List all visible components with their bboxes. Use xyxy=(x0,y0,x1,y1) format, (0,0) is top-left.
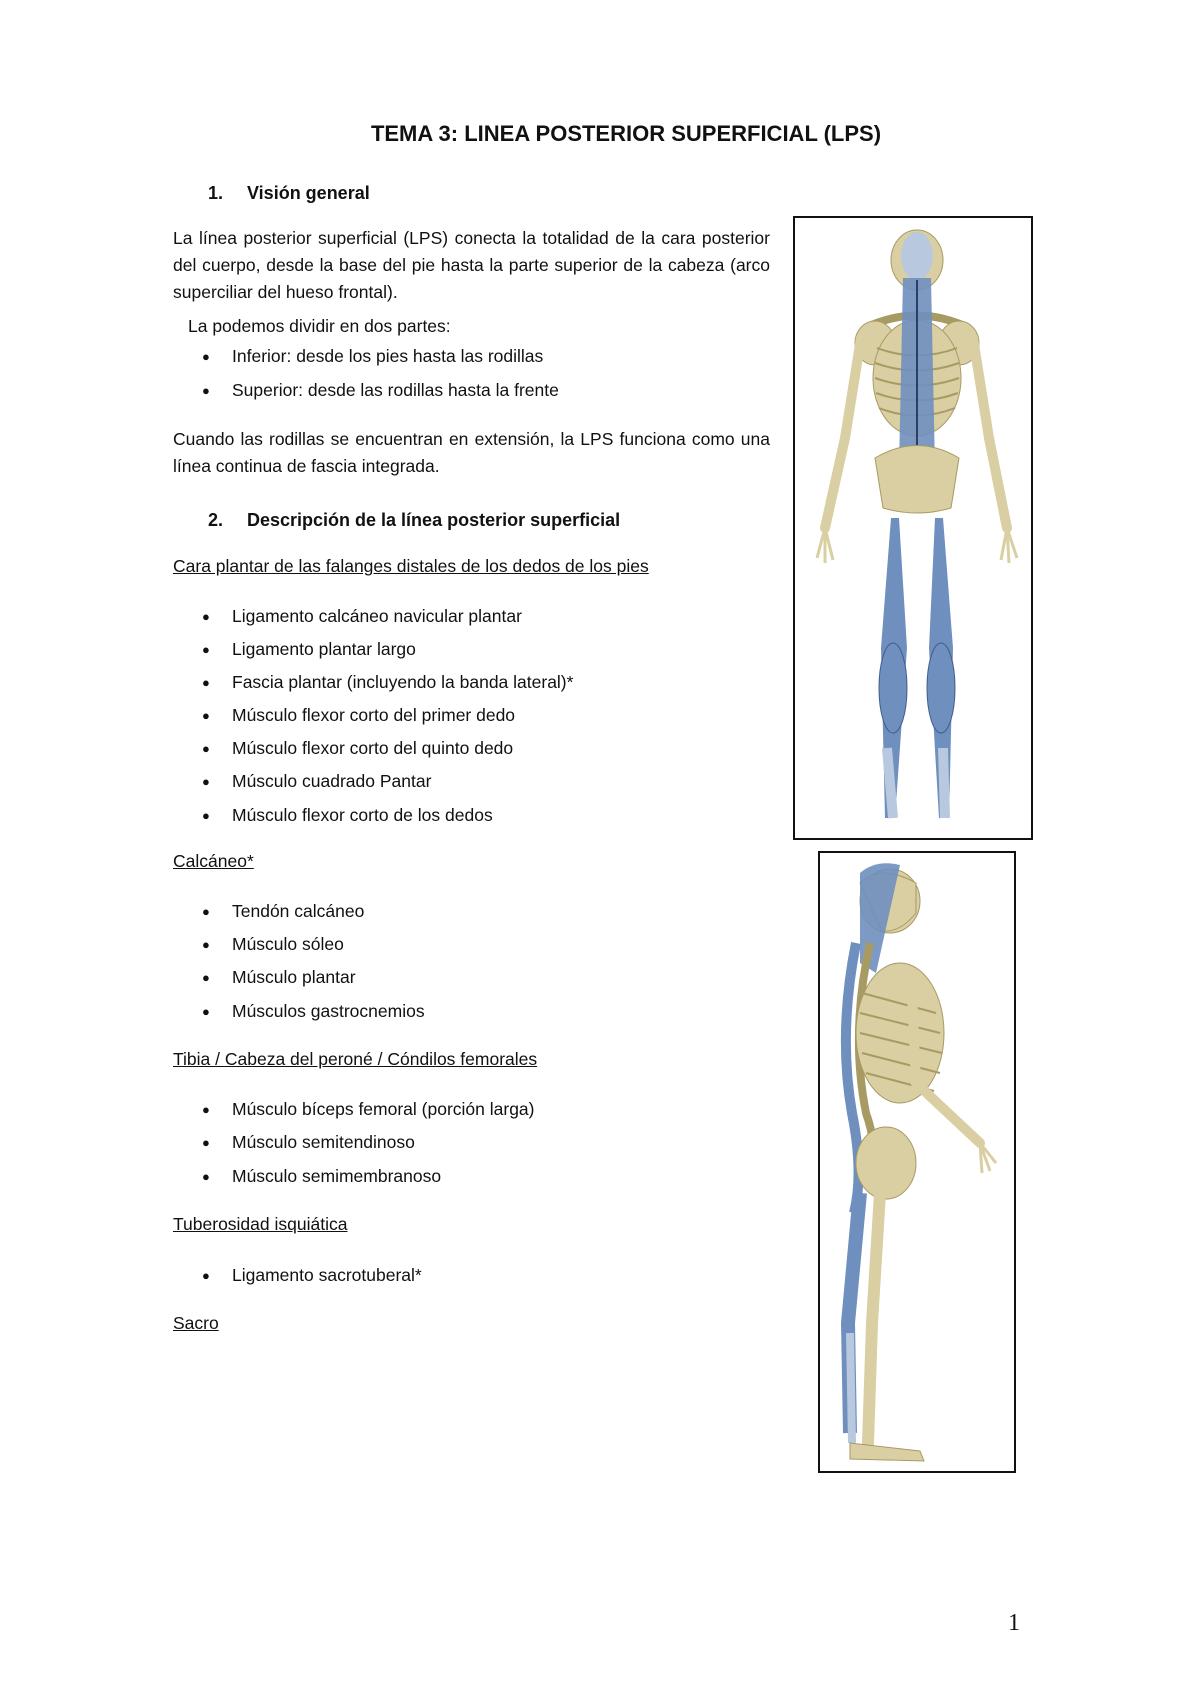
list-item: ● Músculo sóleo xyxy=(232,934,344,955)
knee-paragraph: Cuando las rodillas se encuentran en extensión, la LPS funciona como una línea continua de fascia integrada. xyxy=(173,429,770,476)
figure-lateral-view xyxy=(818,851,1016,1473)
list-item: ● Fascia plantar (incluyendo la banda lateral)* xyxy=(232,672,573,693)
list-item: ● Músculo semitendinoso xyxy=(232,1132,415,1153)
group-title-tuberosidad: Tuberosidad isquiática xyxy=(173,1214,348,1234)
divide-text: La podemos dividir en dos partes: xyxy=(188,316,451,336)
list-item: ● Músculo cuadrado Pantar xyxy=(232,771,431,792)
group-title-falanges: Cara plantar de las falanges distales de los dedos de los pies xyxy=(173,556,649,576)
list-item: ● Músculos gastrocnemios xyxy=(232,1001,425,1022)
intro-paragraph: La línea posterior superficial (LPS) conecta la totalidad de la cara posterior del cuerpo, desde la base del pie hasta la parte superior de la cabeza (arco superciliar del hueso frontal). xyxy=(173,228,770,302)
page-number: 1 xyxy=(1008,1610,1020,1636)
list-item: ● Ligamento sacrotuberal* xyxy=(232,1265,422,1286)
group-title-sacro: Sacro xyxy=(173,1313,219,1333)
skeleton-posterior-illustration xyxy=(795,218,1031,838)
list-item: ● Músculo flexor corto del primer dedo xyxy=(232,705,515,726)
group-title-calcaneo: Calcáneo* xyxy=(173,851,254,871)
section-1-number: 1. xyxy=(208,183,224,203)
list-item: ● Músculo plantar xyxy=(232,967,356,988)
list-item: ● Músculo flexor corto de los dedos xyxy=(232,805,493,826)
group-title-tibia: Tibia / Cabeza del peroné / Cóndilos femorales xyxy=(173,1049,538,1069)
page-title: TEMA 3: LINEA POSTERIOR SUPERFICIAL (LPS) xyxy=(370,121,882,146)
section-2-heading: Descripción de la línea posterior superficial xyxy=(247,510,621,530)
list-item: ● Inferior: desde los pies hasta las rodillas xyxy=(232,346,543,367)
figure-posterior-view xyxy=(793,216,1033,840)
section-2-number: 2. xyxy=(208,510,224,530)
list-item: ● Músculo semimembranoso xyxy=(232,1166,441,1187)
skeleton-lateral-illustration xyxy=(820,853,1014,1471)
list-item: ● Ligamento plantar largo xyxy=(232,639,416,660)
list-item: ● Tendón calcáneo xyxy=(232,901,364,922)
section-1-heading: Visión general xyxy=(247,183,370,203)
list-item: ● Ligamento calcáneo navicular plantar xyxy=(232,606,522,627)
list-item: ● Superior: desde las rodillas hasta la frente xyxy=(232,380,559,401)
list-item: ● Músculo bíceps femoral (porción larga) xyxy=(232,1099,535,1120)
list-item: ● Músculo flexor corto del quinto dedo xyxy=(232,738,513,759)
